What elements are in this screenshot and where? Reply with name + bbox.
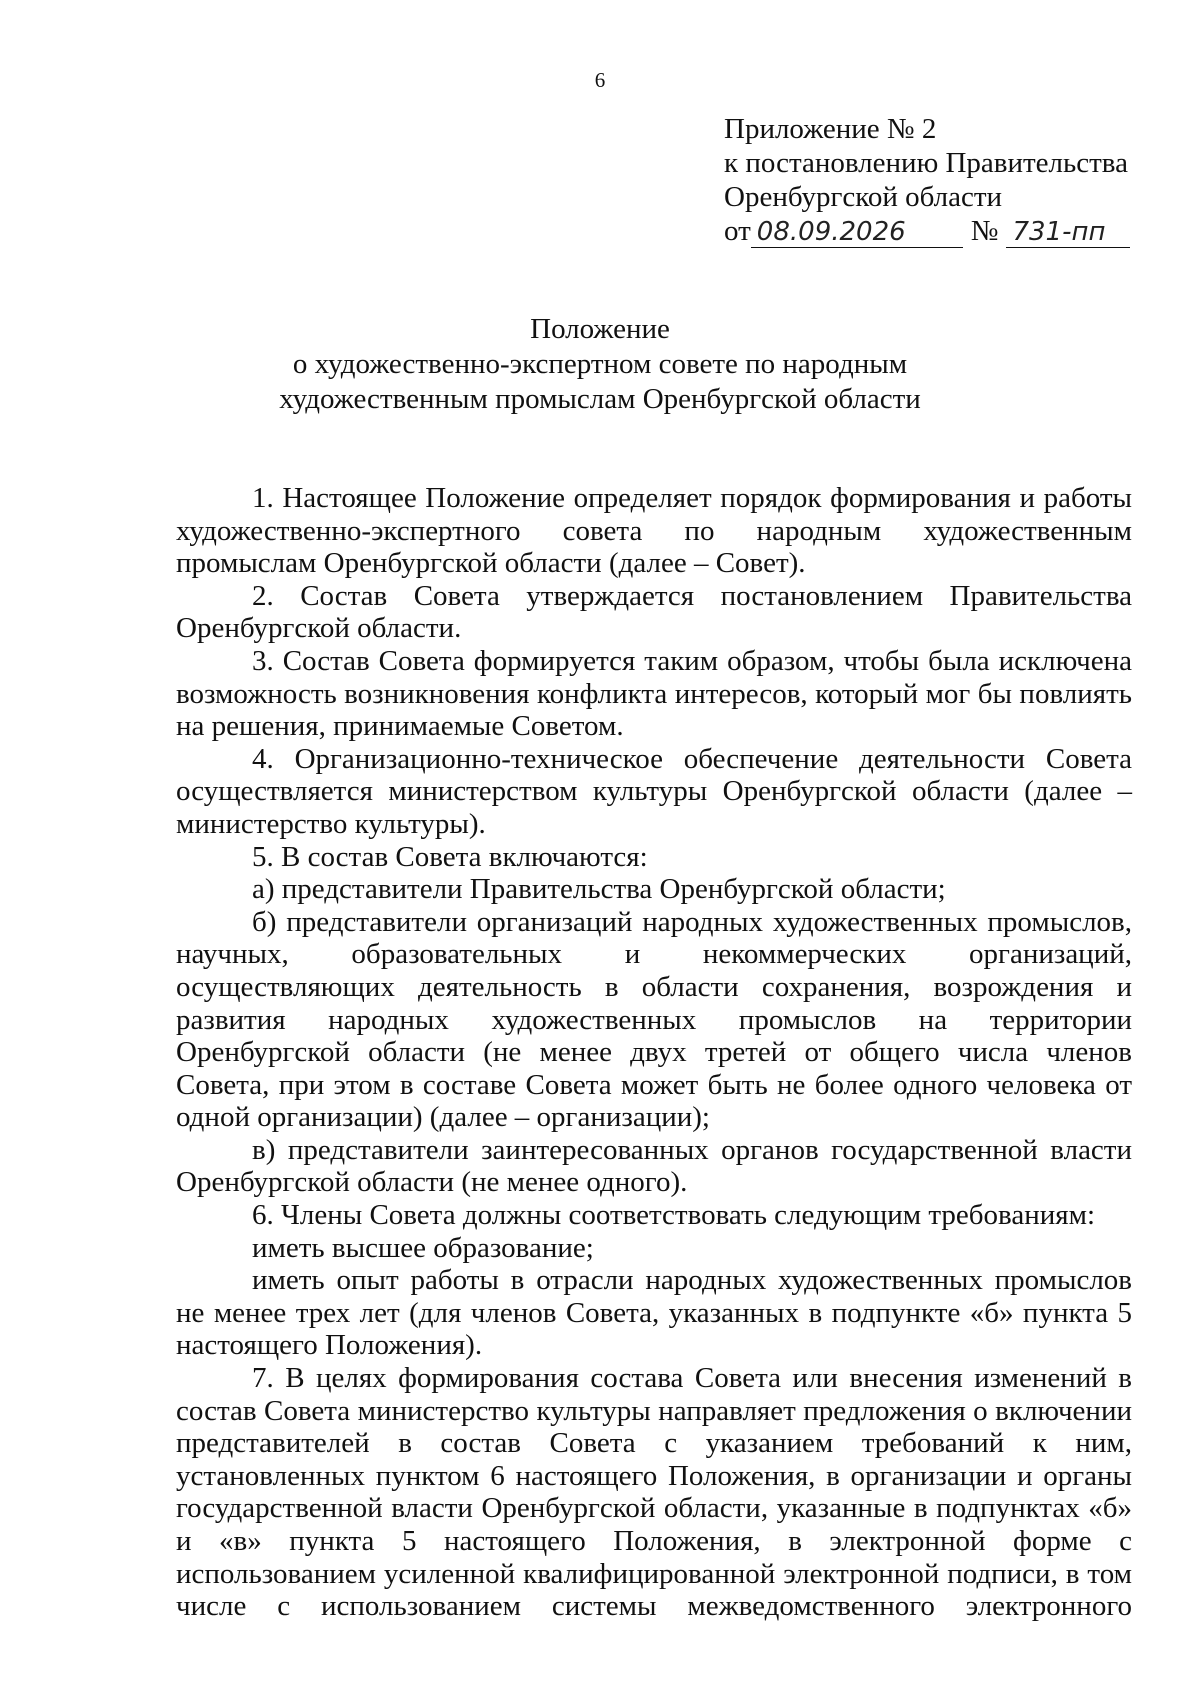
handwritten-date: 08.09.2026 [751,217,963,248]
paragraph-7: 7. В целях формирования состава Совета или внесения изменений в состав Совета министерство культуры направляет предложения о включении представителей в состав Совета с указанием требований к ним, установленных пунктом 6 настоящего Положения, в организации и органы государственной власти Оренбургской области, указанные в подпунктах «б» и «в» пункта 5 настоящего Положения, в электронной форме с использованием усиленной квалифицированной электронной подписи, в том числе с использованием системы межведомственного электронного [176,1362,1132,1623]
document-title [0,312,1200,417]
paragraph-5a: а) представители Правительства Оренбургской области; [252,873,946,906]
paragraph-5c: в) представители заинтересованных органов государственной власти Оренбургской области (не менее одного). [176,1133,1132,1199]
paragraph-4: 4. Организационно-техническое обеспечение деятельности Совета осуществляется министерством культуры Оренбургской области (далее – министерство культуры). [176,742,1132,840]
paragraph-2: 2. Состав Совета утверждается постановлением Правительства Оренбургской области. [176,579,1132,645]
from-label: от [724,215,751,247]
title-line-2: о художественно-экспертном совете по народным [292,348,908,380]
paragraph-5: 5. В состав Совета включаются: [252,840,648,873]
paragraph-5b: б) представители организаций народных художественных промыслов, научных, образовательных и некоммерческих организаций, осуществляющих деятельность в области сохранения, возрождения и развития народных художественных промыслов на территории Оренбургской области (не менее двух третей от общего числа членов Совета, при этом в составе Совета может быть не более одного человека от одной организации) (далее – организации); [176,905,1132,1134]
title-line-1: Положение [530,313,670,345]
appendix-region: Оренбургской области [724,181,1003,213]
paragraph-6: 6. Члены Совета должны соответствовать следующим требованиям: [252,1199,1095,1232]
appendix-title: Приложение № 2 [724,113,937,145]
appendix-reference: к постановлению Правительства [724,147,1128,179]
document-body [176,482,1132,1623]
paragraph-6-item-2: иметь опыт работы в отрасли народных художественных промыслов не менее трех лет (для членов Совета, указанных в подпункте «б» пункта 5 настоящего Положения). [176,1264,1132,1362]
page-number: 6 [594,68,606,92]
paragraph-3: 3. Состав Совета формируется таким образом, чтобы была исключена возможность возникновения конфликта интересов, который мог бы повлиять на решения, принимаемые Советом. [176,644,1132,743]
handwritten-number: 731-пп [1006,217,1130,248]
appendix-block [724,112,1130,248]
title-line-3: художественным промыслам Оренбургской области [279,383,921,415]
appendix-date-number [724,214,1130,248]
paragraph-1: 1. Настоящее Положение определяет порядок формирования и работы художественно-экспертного совета по народным художественным промыслам Оренбургской области (далее – Совет). [176,482,1132,580]
paragraph-6-item-1: иметь высшее образование; [252,1231,594,1264]
number-label: № [970,215,999,247]
